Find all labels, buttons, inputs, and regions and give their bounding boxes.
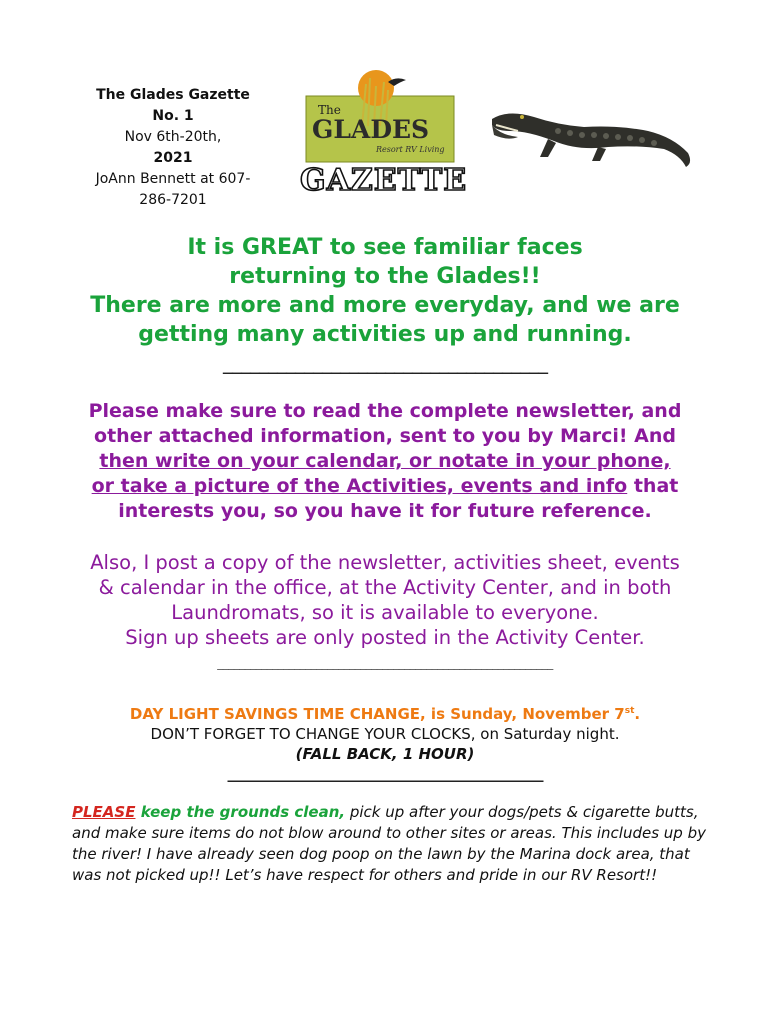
grounds-clean-phrase: keep the grounds clean,: [135, 803, 346, 821]
reminder-line-2: other attached information, sent to you by Marci! And: [94, 425, 676, 447]
posting-line-1: Also, I post a copy of the newsletter, activities sheet, events: [90, 551, 680, 574]
svg-text:GLADES: GLADES: [312, 115, 430, 144]
posting-paragraph: [40, 550, 730, 650]
grounds-paragraph: [72, 802, 712, 886]
masthead-info: [78, 85, 268, 211]
headline-line-2: returning to the Glades!!: [229, 264, 541, 289]
divider-3: _____________________________________________: [227, 763, 543, 782]
glades-gazette-logo: [296, 68, 476, 196]
reminder-line-3: then write on your calendar, or notate in your phone,: [99, 450, 671, 472]
dst-headline-text: DAY LIGHT SAVINGS TIME CHANGE, is Sunday, November 7: [129, 705, 625, 723]
alligator-image: [488, 95, 698, 170]
divider-2: _____________________________________________________________: [217, 656, 553, 670]
reminder-line-5: interests you, so you have it for future reference.: [118, 500, 652, 522]
issue-dates: Nov 6th-20th,: [124, 129, 222, 145]
dst-clocks-reminder: DON’T FORGET TO CHANGE YOUR CLOCKS, on Saturday night.: [150, 725, 620, 743]
welcome-headline: [40, 233, 730, 349]
grounds-body: pick up after your dogs/pets & cigarette butts, and make sure items do not blow around to other sites or areas. This includes up by the river! I have already seen dog poop on the lawn by the Marina dock area, that was not picked up!! Let’s have respect for others and pride in our RV Resort!!: [72, 803, 706, 884]
dst-fall-back: (FALL BACK, 1 HOUR): [295, 745, 475, 763]
posting-line-3: Laundromats, so it is available to everyone.: [171, 601, 599, 624]
reminder-line-4-underlined: or take a picture of the Activities, events and info: [91, 475, 628, 497]
newsletter-title: The Glades Gazette: [96, 87, 250, 103]
posting-line-4: Sign up sheets are only posted in the Activity Center.: [125, 626, 645, 649]
please-word: PLEASE: [72, 803, 136, 821]
issue-year: 2021: [153, 150, 193, 166]
contact-line-1: JoAnn Bennett at 607-: [95, 171, 251, 187]
dst-headline: [40, 701, 730, 724]
contact-line-2: 286-7201: [139, 192, 207, 208]
posting-line-2: & calendar in the office, at the Activity Center, and in both: [98, 576, 672, 599]
reminder-line-4: [40, 474, 730, 499]
issue-number: No. 1: [152, 108, 194, 124]
reminder-line-4-rest: that: [627, 475, 679, 497]
divider-1: ____________________________________: [223, 350, 547, 374]
svg-text:GAZETTE: GAZETTE: [300, 163, 468, 196]
headline-line-4: getting many activities up and running.: [138, 322, 632, 347]
svg-text:Resort RV Living: Resort RV Living: [376, 145, 445, 154]
reminder-paragraph: [40, 399, 730, 524]
headline-line-3: There are more and more everyday, and we are: [90, 293, 680, 318]
dst-ordinal-suffix: st: [624, 706, 635, 716]
reminder-line-1: Please make sure to read the complete newsletter, and: [88, 400, 682, 422]
svg-text:The: The: [318, 103, 341, 117]
dst-period: .: [634, 705, 641, 723]
headline-line-1: It is GREAT to see familiar faces: [187, 235, 583, 260]
dst-notice: [40, 701, 730, 764]
